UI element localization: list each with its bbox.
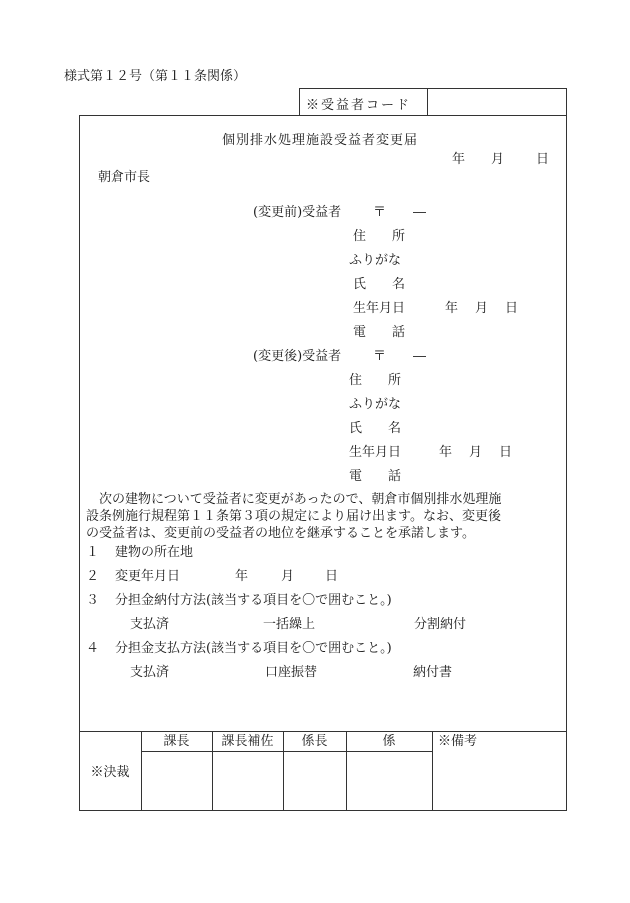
item3-option-lump-sum: 一括繰上	[263, 617, 316, 632]
item1-label: 建物の所在地	[115, 545, 194, 560]
item4-option-paid: 支払済	[130, 665, 170, 680]
after-phone-label: 電 話	[349, 469, 402, 484]
after-birth-year: 年	[439, 445, 453, 460]
before-address-label: 住 所	[353, 229, 406, 244]
item4-option-payment-slip: 納付書	[413, 665, 453, 680]
item4-num: ４	[86, 641, 100, 656]
body-line-3: の受益者は、変更前の受益者の地位を継承することを承諾します。	[86, 526, 475, 541]
item4-label: 分担金支払方法(該当する項目を〇で囲むこと。)	[115, 641, 392, 656]
item2-month: 月	[281, 569, 295, 584]
after-heading: (変更後)受益者	[253, 349, 342, 364]
after-birth-day: 日	[499, 445, 513, 460]
form-title: 個別排水処理施設受益者変更届	[222, 133, 419, 148]
approval-header-border	[141, 751, 432, 752]
item3-option-installment: 分割納付	[414, 617, 467, 632]
before-heading: (変更前)受益者	[253, 205, 342, 220]
item4-option-bank-transfer: 口座振替	[265, 665, 318, 680]
recipient-code-divider	[427, 89, 428, 115]
approval-header-section-chief: 課長	[163, 734, 190, 749]
before-furigana-label: ふりがな	[349, 253, 402, 268]
before-postal-dash: ―	[413, 205, 426, 220]
before-postal-mark: 〒	[373, 205, 387, 220]
form-number: 様式第１２号（第１１条関係）	[64, 69, 247, 84]
before-birth-day: 日	[505, 301, 519, 316]
before-name-label: 氏 名	[353, 277, 406, 292]
date-day: 日	[536, 152, 550, 167]
after-birth-month: 月	[469, 445, 483, 460]
after-address-label: 住 所	[349, 373, 402, 388]
after-postal-mark: 〒	[373, 349, 387, 364]
recipient-code-box	[299, 88, 567, 116]
body-line-2: 設条例施行規程第１１条第３項の規定により届け出ます。なお、変更後	[86, 509, 501, 524]
after-furigana-label: ふりがな	[349, 397, 402, 412]
item2-day: 日	[325, 569, 339, 584]
approval-header-staff: 係	[382, 734, 396, 749]
before-birth-year: 年	[445, 301, 459, 316]
item3-label: 分担金納付方法(該当する項目を〇で囲むこと。)	[115, 593, 392, 608]
body-line-1: 次の建物について受益者に変更があったので、朝倉市個別排水処理施	[86, 492, 502, 507]
item2-num: ２	[86, 569, 100, 584]
after-name-label: 氏 名	[349, 421, 402, 436]
recipient-code-label: ※受益者コード	[306, 98, 412, 113]
addressee: 朝倉市長	[98, 170, 151, 185]
before-birth-month: 月	[475, 301, 489, 316]
before-birth-label: 生年月日	[353, 301, 406, 316]
approval-divider	[432, 731, 433, 811]
approval-row-label: ※決裁	[90, 765, 130, 780]
approval-remarks-label: ※備考	[438, 734, 478, 749]
item2-year: 年	[235, 569, 249, 584]
item3-num: ３	[86, 593, 100, 608]
approval-header-deputy-chief: 課長補佐	[221, 734, 274, 749]
item1-num: １	[86, 545, 100, 560]
item3-option-paid: 支払済	[130, 617, 170, 632]
before-phone-label: 電 話	[353, 325, 406, 340]
approval-top-border	[79, 731, 567, 732]
after-birth-label: 生年月日	[349, 445, 402, 460]
date-month: 月	[491, 152, 505, 167]
after-postal-dash: ―	[413, 349, 426, 364]
date-year: 年	[452, 152, 466, 167]
approval-header-subsection-chief: 係長	[301, 734, 328, 749]
item2-label: 変更年月日	[115, 569, 181, 584]
